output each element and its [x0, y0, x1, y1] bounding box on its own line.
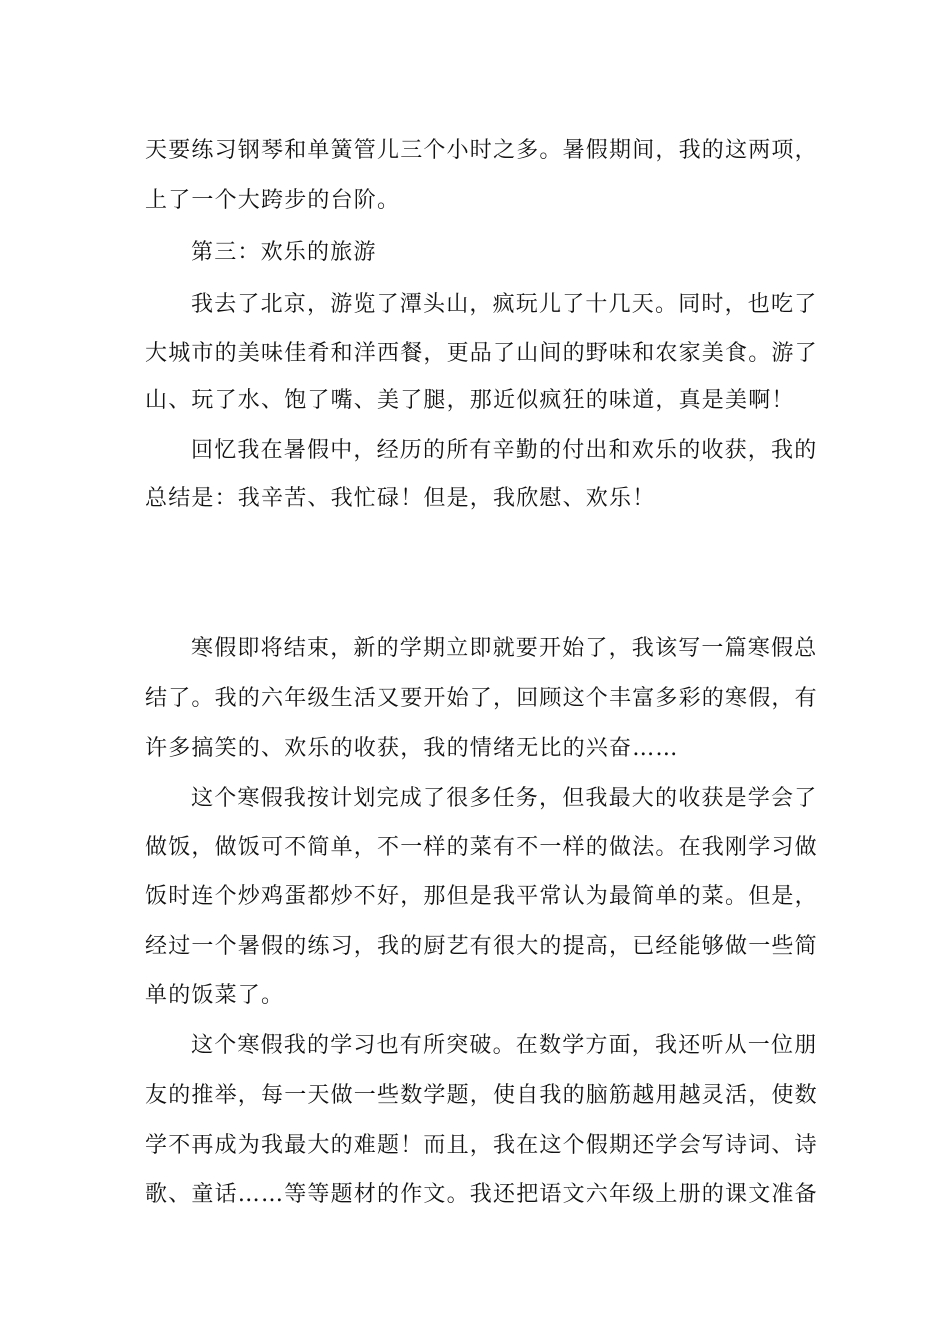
text-line: 上了一个大跨步的台阶。 [145, 188, 401, 213]
text-line: 学不再成为我最大的难题！而且，我在这个假期还学会写诗词、诗 [145, 1133, 818, 1158]
text-line: 做饭，做饭可不简单，不一样的菜有不一样的做法。在我刚学习做 [145, 835, 818, 860]
paragraph-start: 寒假即将结束，新的学期立即就要开始了，我该写一篇寒假总 [191, 636, 818, 661]
text-line: 歌、童话……等等题材的作文。我还把语文六年级上册的课文准备 [145, 1182, 818, 1207]
paragraph-start: 这个寒假我的学习也有所突破。在数学方面，我还听从一位朋 [191, 1033, 818, 1058]
text-line: 单的饭菜了。 [145, 983, 285, 1008]
text-line: 结了。我的六年级生活又要开始了，回顾这个丰富多彩的寒假，有 [145, 686, 818, 711]
text-line: 友的推举，每一天做一些数学题，使自我的脑筋越用越灵活，使数 [145, 1083, 818, 1108]
text-line: 天要练习钢琴和单簧管儿三个小时之多。暑假期间，我的这两项， [145, 138, 818, 163]
paragraph-start: 回忆我在暑假中，经历的所有辛勤的付出和欢乐的收获，我的 [191, 438, 818, 463]
paragraph-start: 我去了北京，游览了潭头山，疯玩儿了十几天。同时，也吃了 [191, 292, 818, 317]
text-line: 大城市的美味佳肴和洋西餐，更品了山间的野味和农家美食。游了 [145, 341, 818, 366]
text-line: 饭时连个炒鸡蛋都炒不好，那但是我平常认为最简单的菜。但是， [145, 884, 818, 909]
text-line: 山、玩了水、饱了嘴、美了腿，那近似疯狂的味道，真是美啊！ [145, 388, 795, 413]
text-line: 总结是：我辛苦、我忙碌！但是，我欣慰、欢乐！ [145, 486, 656, 511]
text-line: 经过一个暑假的练习，我的厨艺有很大的提高，已经能够做一些简 [145, 934, 818, 959]
text-line: 许多搞笑的、欢乐的收获，我的情绪无比的兴奋…… [145, 736, 679, 761]
paragraph-start: 这个寒假我按计划完成了很多任务，但我最大的收获是学会了 [191, 786, 818, 811]
section-heading: 第三：欢乐的旅游 [191, 240, 377, 265]
